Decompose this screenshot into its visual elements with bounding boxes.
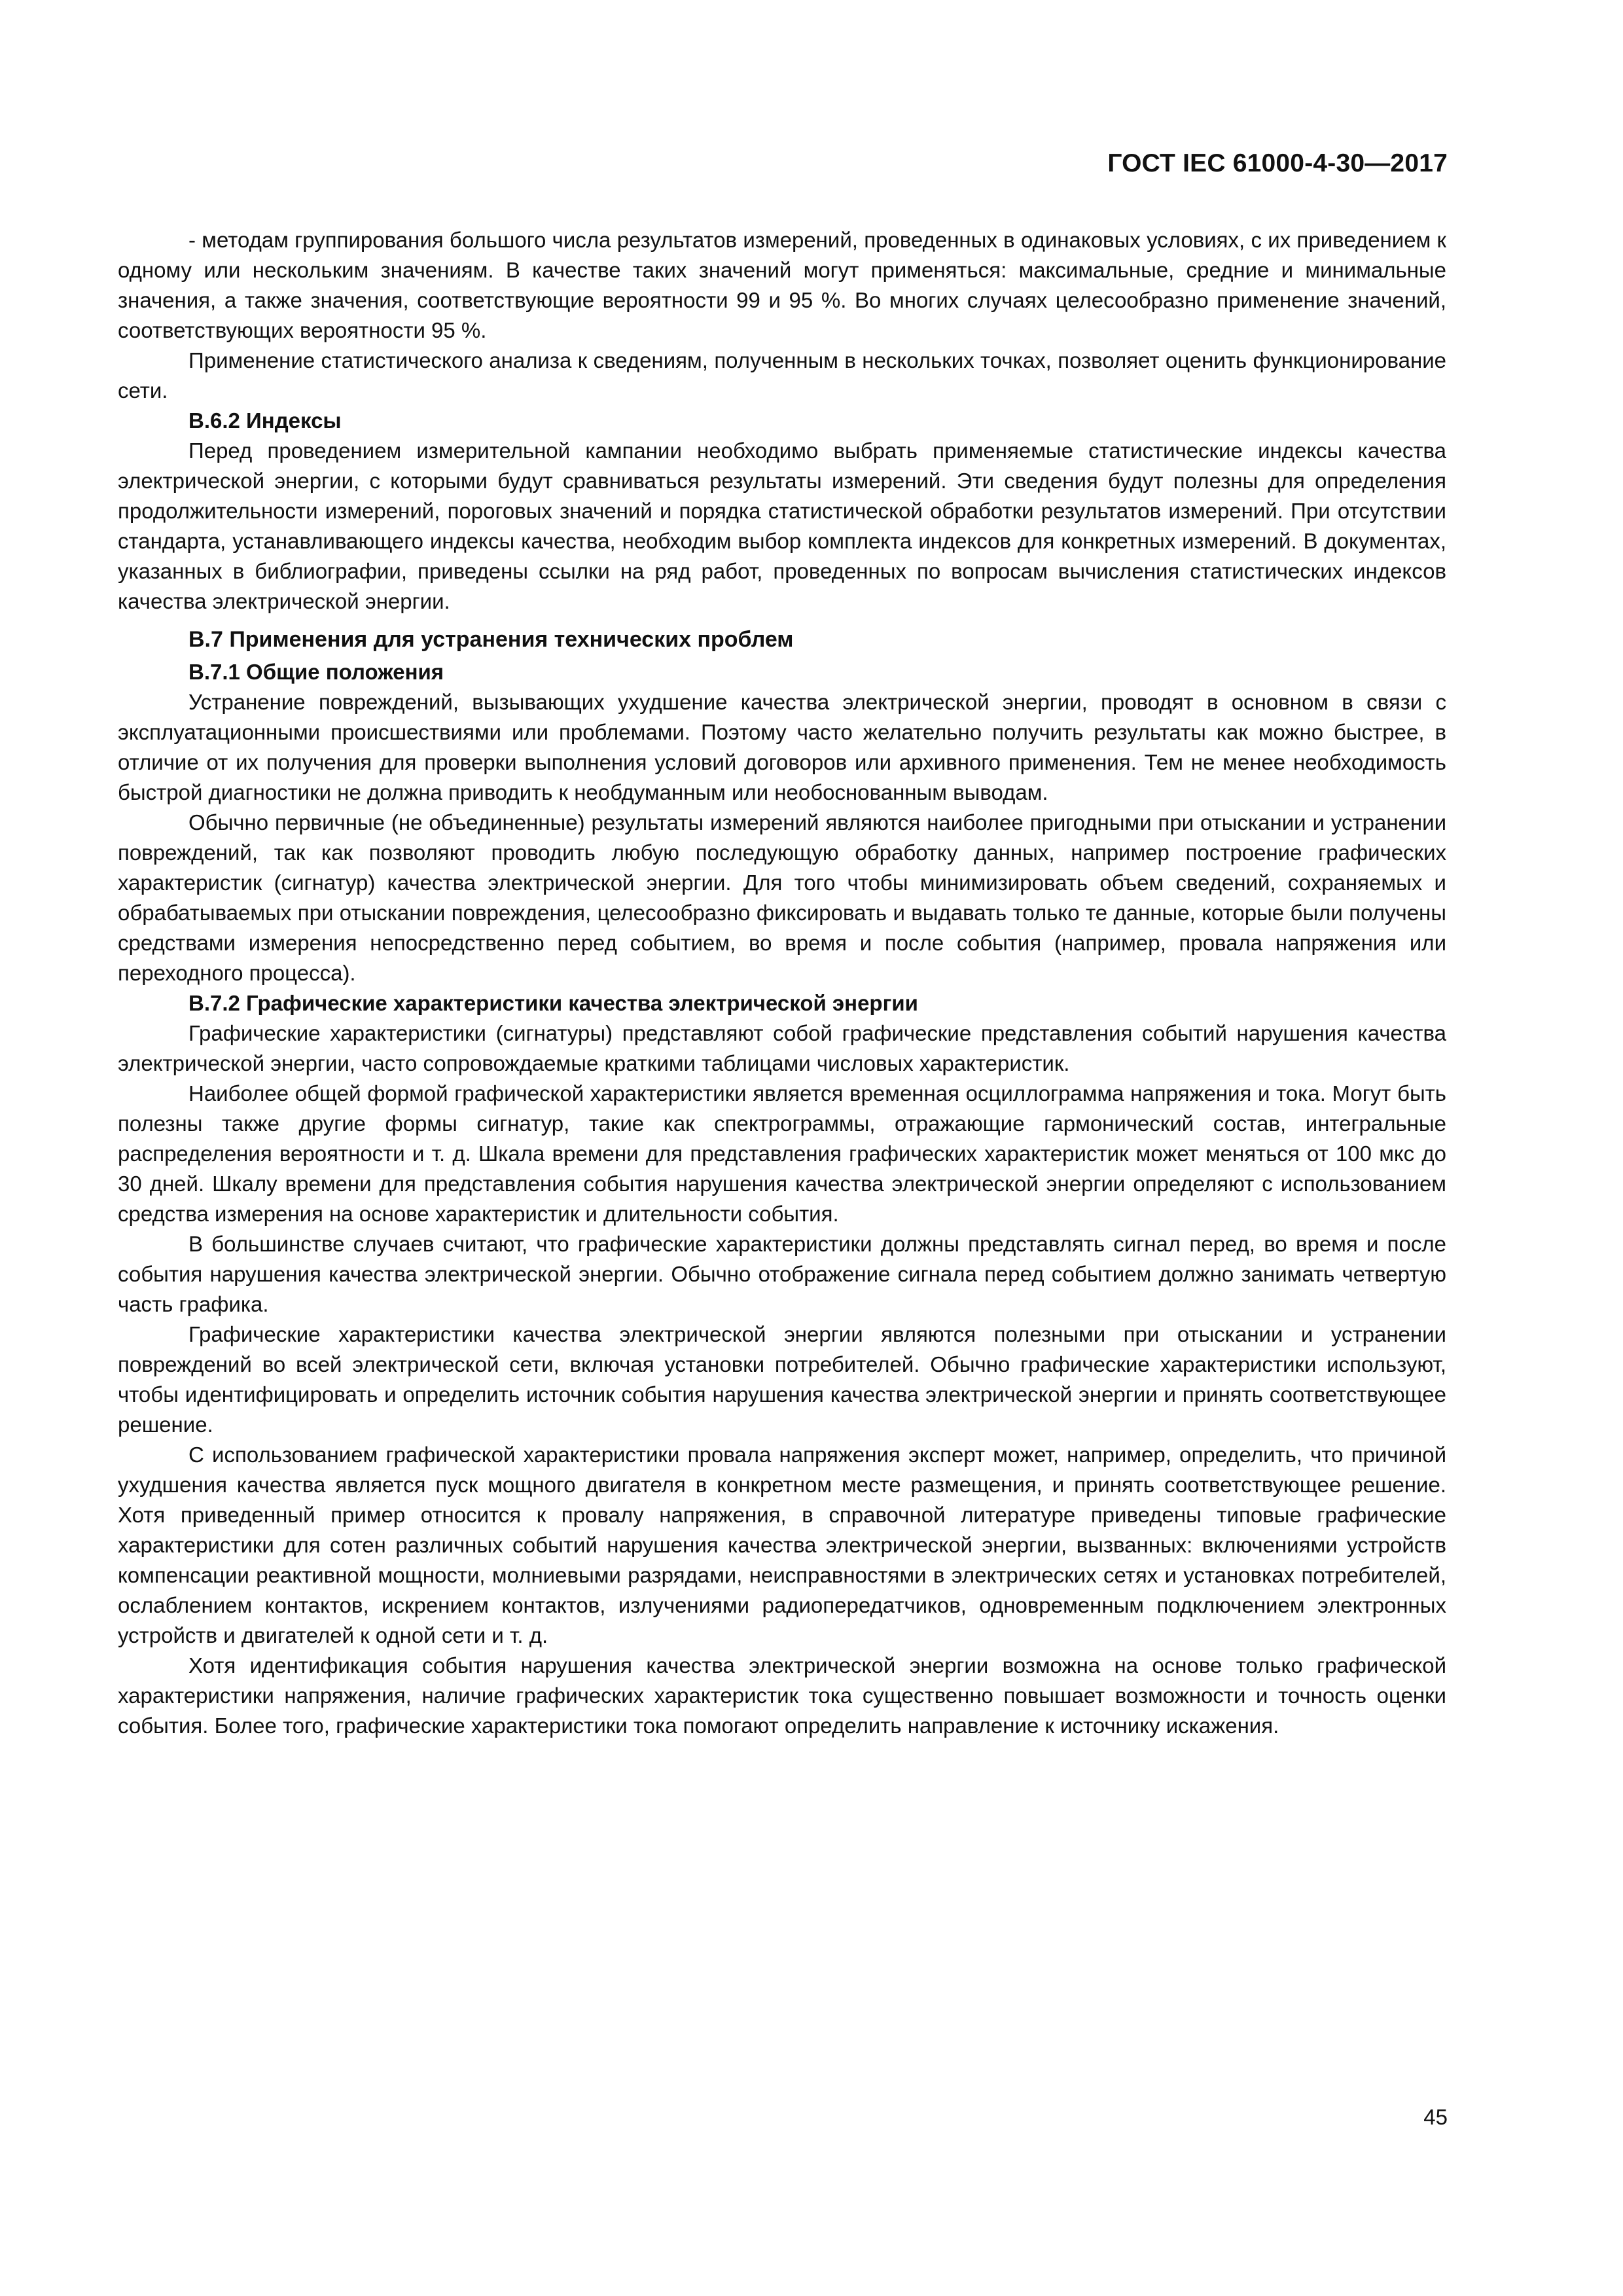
paragraph: Графические характеристики (сигнатуры) представляют собой графические представления событий нарушения качества электрической энергии, часто сопровождаемые краткими таблицами числовых характеристик. (118, 1021, 1446, 1075)
paragraph: Хотя идентификация события нарушения качества электрической энергии возможна на основе только графической характеристики напряжения, наличие графических характеристик тока существенно повышает возможности и точность оценки события. Более того, графические характеристики тока помогают определить направление к источнику искажения. (118, 1653, 1446, 1738)
page-number: 45 (1423, 2105, 1448, 2129)
section-heading-b71: В.7.1 Общие положения (188, 660, 444, 684)
paragraph: В большинстве случаев считают, что графические характеристики должны представлять сигнал перед, во время и после события нарушения качества электрической энергии. Обычно отображение сигнала перед событием должно занимать четвертую часть графика. (118, 1232, 1446, 1316)
paragraph: Применение статистического анализа к сведениям, полученным в нескольких точках, позволяет оценить функционирование сети. (118, 348, 1446, 403)
paragraph: Графические характеристики качества электрической энергии являются полезными при отыскании и устранении повреждений во всей электрической сети, включая установки потребителей. Обычно графические характеристики используют, чтобы идентифицировать и определить источник события нарушения качества электрической энергии и принять соответствующее решение. (118, 1322, 1446, 1437)
document-body (118, 225, 1446, 1741)
section-heading-b7: В.7 Применения для устранения технических проблем (188, 627, 794, 652)
paragraph: Наиболее общей формой графической характеристики является временная осциллограмма напряжения и тока. Могут быть полезны также другие формы сигнатур, такие как спектрограммы, отражающие гармонический состав, интегральные распределения вероятности и т. д. Шкала времени для представления графических характеристик может меняться от 100 мкс до 30 дней. Шкалу времени для представления события нарушения качества электрической энергии определяют с использованием средства измерения на основе характеристик и длительности события. (118, 1081, 1446, 1226)
paragraph: Перед проведением измерительной кампании необходимо выбрать применяемые статистические индексы качества электрической энергии, с которыми будут сравниваться результаты измерений. Эти сведения будут полезны для определения продолжительности измерений, пороговых значений и порядка статистической обработки результатов измерений. При отсутствии стандарта, устанавливающего индексы качества, необходим выбор комплекта индексов для конкретных измерений. В документах, указанных в библиографии, приведены ссылки на ряд работ, проведенных по вопросам вычисления статистических индексов качества электрической энергии. (118, 439, 1446, 613)
paragraph: Обычно первичные (не объединенные) результаты измерений являются наиболее пригодными при отыскании и устранении повреждений, так как позволяют проводить любую последующую обработку данных, например построение графических характеристик (сигнатур) качества электрической энергии. Для того чтобы минимизировать объем сведений, сохраняемых и обрабатываемых при отыскании повреждения, целесообразно фиксировать и выдавать только те данные, которые были получены средствами измерения непосредственно перед событием, во время и после события (например, провала напряжения или переходного процесса). (118, 810, 1446, 985)
section-heading-b62: В.6.2 Индексы (188, 408, 342, 433)
section-heading-b72: В.7.2 Графические характеристики качества электрической энергии (188, 991, 918, 1015)
document-header: ГОСТ IEC 61000-4-30—2017 (1107, 149, 1448, 177)
paragraph: - методам группирования большого числа результатов измерений, проведенных в одинаковых условиях, с их приведением к одному или нескольким значениям. В качестве таких значений могут применяться: максимальные, средние и минимальные значения, а также значения, соответствующие вероятности 99 и 95 %. Во многих случаях целесообразно применение значений, соответствующих вероятности 95 %. (118, 228, 1446, 342)
paragraph: Устранение повреждений, вызывающих ухудшение качества электрической энергии, проводят в основном в связи с эксплуатационными происшествиями или проблемами. Поэтому часто желательно получить результаты как можно быстрее, в отличие от их получения для проверки выполнения условий договоров или архивного применения. Тем не менее необходимость быстрой диагностики не должна приводить к необдуманным или необоснованным выводам. (118, 690, 1446, 804)
paragraph: С использованием графической характеристики провала напряжения эксперт может, например, определить, что причиной ухудшения качества является пуск мощного двигателя в конкретном месте размещения, и принять соответствующее решение. Хотя приведенный пример относится к провалу напряжения, в справочной литературе приведены типовые графические характеристики для сотен различных событий нарушения качества электрической энергии, вызванных: включениями устройств компенсации реактивной мощности, молниевыми разрядами, неисправностями в электрических сетях и установках потребителей, ослаблением контактов, искрением контактов, излучениями радиопередатчиков, одновременным подключением электронных устройств и двигателей к одной сети и т. д. (118, 1443, 1446, 1647)
